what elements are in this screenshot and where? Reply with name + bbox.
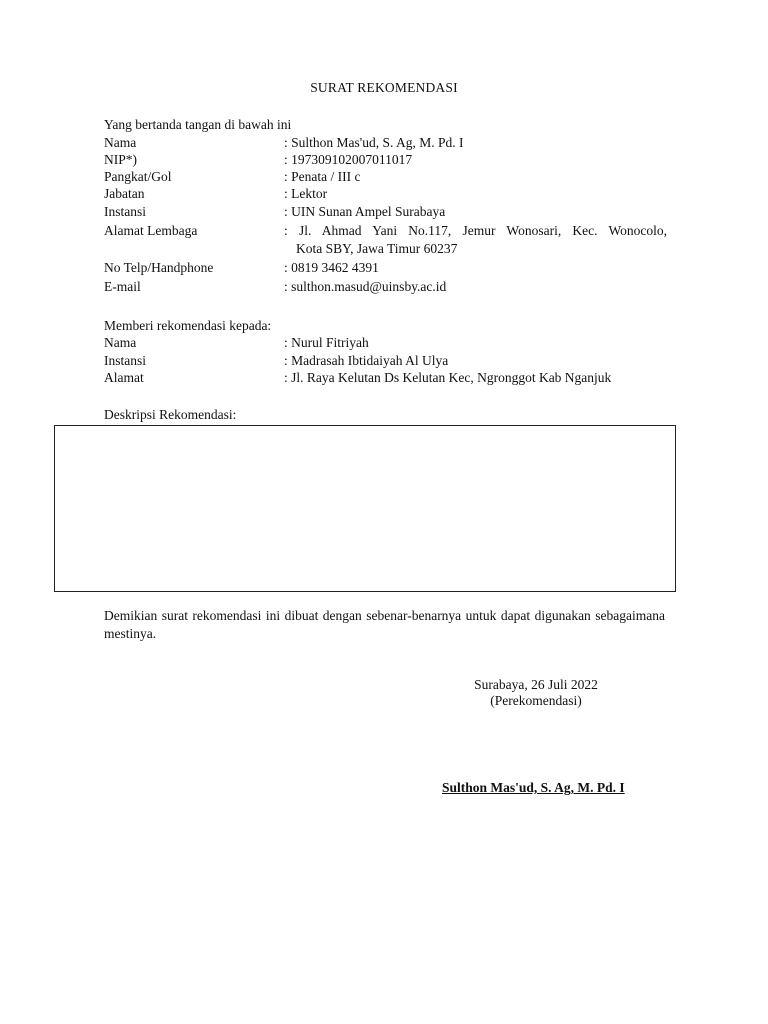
recipient-institution-value: : Madrasah Ibtidaiyah Al Ulya [284, 353, 449, 368]
recipient-name-value: : Nurul Fitriyah [284, 335, 369, 350]
signatory-phone-value: : 0819 3462 4391 [284, 260, 379, 275]
document-title: SURAT REKOMENDASI [310, 80, 458, 95]
signatory-rank-value: : Penata / III c [284, 169, 361, 184]
signatory-address-value: : Jl. Ahmad Yani No.117, Jemur Wonosari, Kec. Wonocolo, [284, 223, 667, 238]
signatory-name-label: Nama [104, 135, 137, 150]
closing-paragraph: Demikian surat rekomendasi ini dibuat dengan sebenar-benarnya untuk dapat digunakan sebagaimana mestinya. [104, 608, 665, 641]
signatory-rank-label: Pangkat/Gol [104, 169, 172, 184]
signatory-address-value-line2: Kota SBY, Jawa Timur 60237 [296, 241, 458, 256]
signatory-nip-value: : 197309102007011017 [284, 152, 413, 167]
signer-role: (Perekomendasi) [490, 693, 582, 708]
signatory-email-label: E-mail [104, 279, 141, 294]
signatory-phone-label: No Telp/Handphone [104, 260, 214, 275]
place-date: Surabaya, 26 Juli 2022 [474, 677, 598, 692]
signatory-name-value: : Sulthon Mas'ud, S. Ag, M. Pd. I [284, 135, 464, 150]
recipient-address-label: Alamat [104, 370, 144, 385]
signatory-position-value: : Lektor [284, 186, 328, 201]
signatory-institution-label: Instansi [104, 204, 146, 219]
description-box [54, 425, 676, 592]
recipient-institution-label: Instansi [104, 353, 146, 368]
signatory-nip-label: NIP*) [104, 152, 137, 167]
description-label: Deskripsi Rekomendasi: [104, 407, 237, 422]
signer-name: Sulthon Mas'ud, S. Ag, M. Pd. I [442, 780, 625, 795]
recipient-address-value: : Jl. Raya Kelutan Ds Kelutan Kec, Ngronggot Kab Nganjuk [284, 370, 612, 385]
recipient-name-label: Nama [104, 335, 137, 350]
signatory-institution-value: : UIN Sunan Ampel Surabaya [284, 204, 446, 219]
intro-text: Yang bertanda tangan di bawah ini [104, 117, 292, 132]
signatory-position-label: Jabatan [104, 186, 145, 201]
recipient-heading: Memberi rekomendasi kepada: [104, 318, 272, 333]
signatory-email-value: : sulthon.masud@uinsby.ac.id [284, 279, 447, 294]
signatory-address-label: Alamat Lembaga [104, 223, 198, 238]
